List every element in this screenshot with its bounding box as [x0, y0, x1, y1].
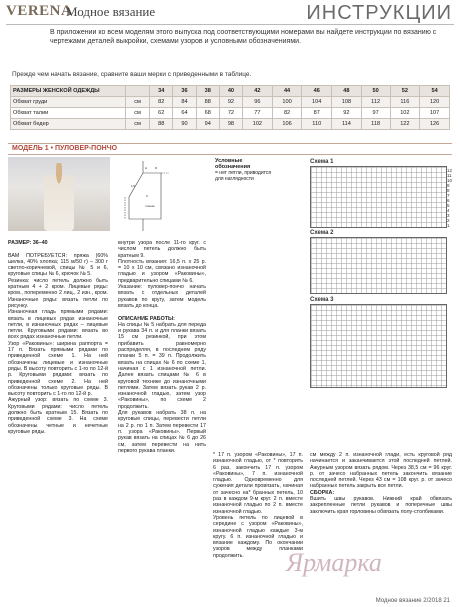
table-cell: 120: [420, 97, 450, 108]
model-title-bar: [8, 143, 452, 155]
table-cell: 110: [302, 119, 332, 130]
size-table-header-cell: 54: [420, 86, 450, 97]
table-cell: 108: [332, 97, 362, 108]
svg-text:R: R: [155, 166, 158, 170]
table-row: [11, 119, 450, 130]
text-column-1: [8, 240, 108, 590]
table-cell: 106: [272, 119, 302, 130]
knitting-chart-1: [310, 166, 447, 228]
table-cell: 92: [332, 108, 362, 119]
size-table-header-cell: 46: [302, 86, 332, 97]
intro-text: В приложении ко всем моделям этого выпуска под соответствующими номерами вы найдете инструкции по вязанию с чертежами деталей выкройки, схемами узоров и условными обозначениями.: [50, 29, 437, 45]
size-label: РАЗМЕР: 36–40: [8, 240, 48, 246]
table-cell: 98: [219, 119, 242, 130]
work-title: ОПИСАНИЕ РАБОТЫ:: [118, 315, 175, 322]
brand-logo: VERENA: [6, 3, 73, 19]
size-table-header-row: [11, 86, 450, 97]
size-table-header-cell: 44: [272, 86, 302, 97]
table-cell: 92: [219, 97, 242, 108]
size-table-header-cell: 38: [196, 86, 219, 97]
table-cell: Обхват талии: [11, 108, 126, 119]
chart-title-3: Схема 3: [310, 297, 334, 303]
knitting-chart-3: [310, 304, 447, 388]
table-cell: 96: [243, 97, 273, 108]
table-cell: 72: [219, 108, 242, 119]
pattern-schematic: [115, 157, 175, 235]
work-text-5: см между 2 п. изнаночной глади, есть круговой ряд начинается и заканчивается этой последней петлей. Ажурным узором вязать рядом. Через 38,5 см = 96 круг. р. от зачесо набранных петель закончить вязание последней петлей. Через 43 см = 108 круг. р. от зачесо набранных петель закрыть все петли.: [310, 452, 452, 490]
chart-title-2: Схема 2: [310, 230, 334, 236]
table-cell: см: [126, 108, 150, 119]
chart-row-numbers: 12 11 10 9 8 7 6 5 4 3 2 1: [447, 168, 453, 228]
table-cell: 88: [150, 119, 173, 130]
table-cell: 68: [196, 108, 219, 119]
svg-text:1/2: 1/2: [131, 184, 136, 188]
legend: [215, 158, 275, 182]
work-text-1: На спицы № 5 набрать для переда и рукава 34 п. и для планки вязать 15 см резинкой, при этом прибавить равномерно распределяя, в последнем ряду планки 5 п. = 39 п. Продолжить вязать на спицах № 6 по схеме 1, начиная с 1 изнаночной петли. Далее вязать спицами № 6 в круговой технике до изнаночными петлями. Затем вязать рукав 2 р. изнаночной гладью, затем узор «Раковины», по схеме 2 продолжить.: [118, 321, 206, 410]
legend-title: Условные обозначения: [215, 158, 251, 170]
table-cell: Обхват груди: [11, 97, 126, 108]
table-cell: 82: [150, 97, 173, 108]
size-table-header-cell: РАЗМЕРЫ ЖЕНСКОЙ ОДЕЖДЫ: [11, 86, 126, 97]
table-cell: 94: [196, 119, 219, 130]
size-note: Прежде чем начать вязание, сравните ваши мерки с приведенными в таблице.: [12, 71, 252, 78]
chart-title-1: Схема 1: [310, 159, 334, 165]
size-table-header-cell: [126, 86, 150, 97]
lace-text: Ажурный узор: вязать по схеме 3. Круговыми рядами: число петель должно быть кратным 15. Вязать по приведенной схеме 3. На схеме обозначены четные и нечетные круговые ряды.: [8, 397, 108, 435]
header-divider: [6, 24, 454, 25]
text-column-2: [118, 240, 206, 590]
size-table-header-cell: 50: [361, 86, 390, 97]
table-cell: 107: [420, 108, 450, 119]
watermark: Ярмарка: [286, 548, 382, 577]
table-cell: Обхват бедер: [11, 119, 126, 130]
legend-item: = нет петли, приводится для наглядности: [215, 170, 272, 182]
table-cell: 122: [390, 119, 420, 130]
size-table-header-cell: 34: [150, 86, 173, 97]
table-cell: 112: [361, 97, 390, 108]
table-cell: 114: [332, 119, 362, 130]
purl-text: Изнаночная гладь прямыми рядами: вязать в лицевых рядах изнаночные петли, в изнаночных рядах – лицевые петли. Круговыми рядами: вязать во всех рядах изнаночные петли.: [8, 309, 108, 341]
table-cell: 77: [243, 108, 273, 119]
table-cell: см: [126, 119, 150, 130]
model-figure: [44, 163, 74, 231]
table-cell: 84: [173, 97, 196, 108]
size-table-header-cell: 40: [219, 86, 242, 97]
gauge-intro: внутри узора после 11-го круг. с числом петель должно быть кратным 9.: [118, 240, 206, 259]
table-cell: 102: [390, 108, 420, 119]
size-table: [10, 85, 450, 130]
table-cell: 97: [361, 108, 390, 119]
svg-text:K: K: [146, 194, 149, 198]
svg-text:планки: планки: [145, 204, 155, 208]
note-text: Указание: пуловер-пончо начать вязать с отдельных деталей рукавов по кругу, затем модель вязать до конца.: [118, 284, 206, 309]
size-table-header-cell: 52: [390, 86, 420, 97]
table-cell: 87: [302, 108, 332, 119]
knitting-chart-2: [310, 237, 447, 294]
table-cell: 62: [150, 108, 173, 119]
table-cell: 118: [361, 119, 390, 130]
page-footer: Модное вязание 2/2018 21: [375, 598, 450, 604]
gauge-text: Плотность вязания: 16,5 п. х 25 р. = 10 х 10 см, связано изнаночной гладью и узором «Раковины», предварительно спицами № 6.: [118, 258, 206, 284]
materials-text: ВАМ ПОТРЕБУЕТСЯ: пряжа (60% шелка, 40% хлопка; 115 м/50 г) – 300 г светло-коричневой, спицы № 5 и 6, круговые спицы № 6, крючок № 5.: [8, 252, 108, 278]
table-cell: 88: [196, 97, 219, 108]
work-text-2: Для рукавов набрать 38 п. на круговые спицы, перевести петли на 2 р. по 1 п. Затем перевести 17 п. узора «Раковины». Первый рукав вязать на спицах № 6 до 26 см, затем перевести на нить первого рукава планки.: [118, 410, 206, 454]
table-cell: 104: [302, 97, 332, 108]
magazine-subtitle: Модное вязание: [66, 4, 156, 19]
table-cell: 126: [420, 119, 450, 130]
table-cell: см: [126, 97, 150, 108]
shells-text: Узор «Раковины»: ширина раппорта = 17 п. Вязать прямыми рядами по приведенной схеме 1. На ней обозначены лицевые и изнаночные ряды. В высоту повторить с 1-го по 12-й р. Круговыми рядами: вязать по приведенной схеме 2. На ней обозначены только круговые ряды. В высоту повторить с 1-го по 12-й р.: [8, 340, 108, 398]
table-row: [11, 108, 450, 119]
rib-text: Резинка: число петель должно быть кратным 4 + 2 кром. Лицевые ряды: кром., попеременно 2 лиц., 2 изн., кром. Изнаночные ряды: вязать петли по рисунку.: [8, 277, 108, 309]
size-table-header-cell: 36: [173, 86, 196, 97]
assembly-text: Вшить швы рукавов. Нижний край обвязать закрепленные петли рукавов и поперечные швы заключить края горловины обвязать полу-столбиками.: [310, 496, 452, 515]
model-title: МОДЕЛЬ 1 • ПУЛОВЕР-ПОНЧО: [12, 145, 118, 152]
work-text-3: * 17 п. узором «Раковины», 17 п. изнаночной гладью, от * повторить 6 раз, закончить 17 п. узором «Раковины», 7 п. изнаночной гладью. Одновременно для сужения детали провязать, начиная от зачесно на* бранных петель, 10 раз в каждом 9-м круг. 2 п. вместе изнаночной гладью по 2 п. вместе изнаночной гладью.: [213, 452, 303, 515]
section-title: ИНСТРУКЦИИ: [306, 2, 452, 24]
table-cell: 116: [390, 97, 420, 108]
model-photo: [8, 157, 110, 231]
assembly-title: СБОРКА:: [310, 489, 335, 496]
table-cell: 82: [272, 108, 302, 119]
table-cell: 90: [173, 119, 196, 130]
size-table-header-cell: 48: [332, 86, 362, 97]
work-text-4: Уровень петель по лицевой в середине с узором «Раковины», изнаночной гладью каждые 3-м кругу. 6 п. изнаночной гладью и вязание каждому. По окончании узоров между планками продолжить.: [213, 514, 303, 559]
svg-text:H: H: [145, 166, 148, 170]
table-cell: 100: [272, 97, 302, 108]
table-cell: 64: [173, 108, 196, 119]
table-row: [11, 97, 450, 108]
size-table-header-cell: 42: [243, 86, 273, 97]
table-cell: 102: [243, 119, 273, 130]
